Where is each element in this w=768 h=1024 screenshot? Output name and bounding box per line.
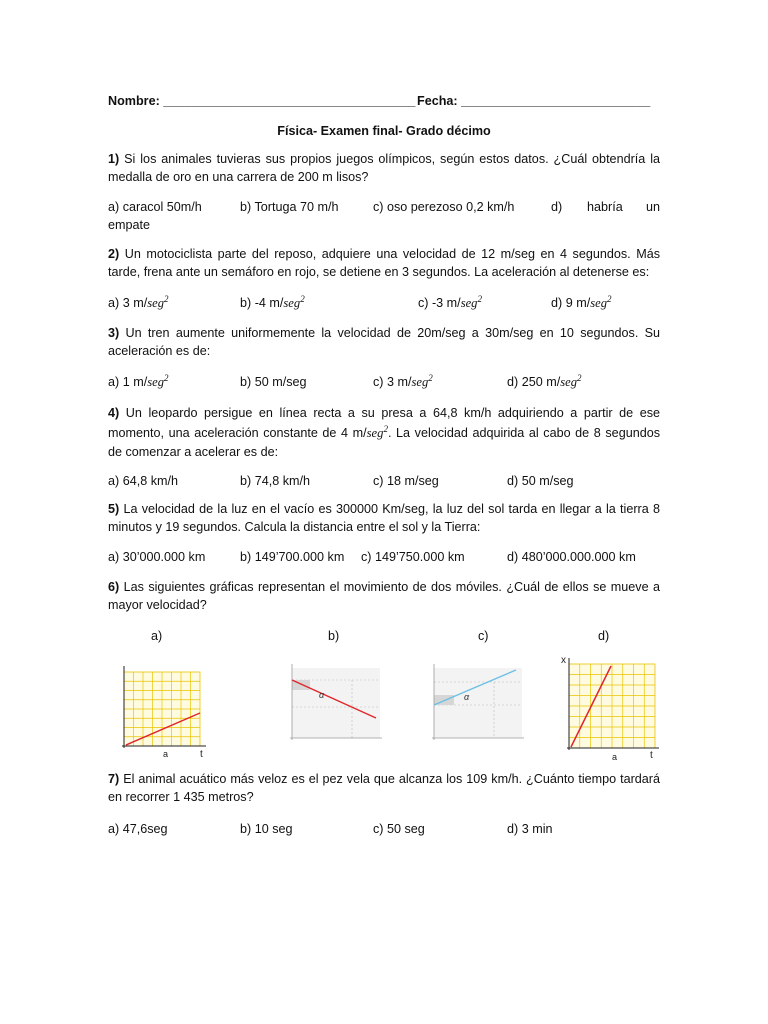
question-6: [108, 578, 660, 614]
graph-a-label: a): [151, 629, 163, 643]
graph-a-x-mark: a: [163, 749, 169, 759]
q2-option-d: d) 9 m/seg$^2$: [551, 293, 612, 310]
date-field: Fecha: ___________________________: [417, 94, 651, 108]
question-number: 2): [108, 247, 120, 261]
q7-option-d: d) 3 min: [507, 822, 553, 836]
question-number: 1): [108, 152, 120, 166]
q1-option-a: a) caracol 50m/h: [108, 200, 202, 214]
q1-option-d: d): [551, 200, 563, 214]
question-1: [108, 150, 660, 186]
q5-option-a: a) 30’000.000 km: [108, 550, 206, 564]
q5-option-b: b) 149’700.000 km: [240, 550, 345, 564]
question-text-line3: de comenzar a acelerar es de:: [108, 445, 279, 459]
question-text: Las siguientes gráficas representan el movimiento de dos móviles. ¿Cuál de ellos se mueve a mayor velocidad?: [108, 580, 661, 612]
question-3: [108, 324, 660, 360]
q4-option-d: d) 50 m/seg: [507, 474, 574, 488]
q5-option-d: d) 480’000.000.000 km: [507, 550, 636, 564]
graph-a-x-axis-label: t: [200, 749, 203, 760]
q3-option-b: b) 50 m/seg: [240, 375, 307, 389]
graph-d-grid: [569, 664, 655, 748]
graph-c-alpha: α: [464, 692, 470, 702]
graph-b: [282, 660, 392, 750]
question-number: 7): [108, 772, 120, 786]
page-title: Física- Examen final- Grado décimo: [277, 124, 491, 138]
header-row: [108, 92, 660, 110]
question-number: 6): [108, 580, 120, 594]
question-text-line2: momento, una aceleración constante de 4 m/seg$^2$. La velocidad adquirida al cabo de 8 segundos: [108, 423, 661, 440]
graph-c-label: c): [478, 629, 489, 643]
question-number: 5): [108, 502, 120, 516]
question-text: Un leopardo persigue en línea recta a su presa a 64,8 km/h adquiriendo a partir de ese: [125, 406, 661, 420]
question-text: Un motociclista parte del reposo, adquiere una velocidad de 12 m/seg en 4 segundos. Más tarde, frena ante un semáforo en rojo, se detiene en 3 segundos. La aceleración al detenerse es:: [108, 247, 660, 279]
graph-a-grid: [124, 672, 200, 746]
graph-c: [424, 660, 534, 750]
q1-option-b: b) Tortuga 70 m/h: [240, 200, 339, 214]
graph-b-background: [292, 668, 380, 738]
graph-d-y-axis-label: x: [561, 655, 566, 666]
q3-option-c: c) 3 m/seg$^2$: [373, 372, 433, 389]
question-4: [108, 404, 660, 461]
q4-option-a: a) 64,8 km/h: [108, 474, 178, 488]
question-text: Un tren aumente uniformemente la velocidad de 20m/seg a 30m/seg en 10 segundos. Su aceleración es de:: [108, 326, 661, 358]
q2-option-a: a) 3 m/seg$^2$: [108, 293, 169, 310]
q1-option-d-word2: un: [646, 200, 661, 214]
q7-option-b: b) 10 seg: [240, 822, 293, 836]
q5-option-c: c) 149’750.000 km: [361, 550, 465, 564]
graph-b-alpha: α: [319, 690, 325, 700]
q4-option-b: b) 74,8 km/h: [240, 474, 310, 488]
question-7: [108, 770, 660, 806]
q1-option-d-word: habría: [587, 200, 623, 214]
graph-d-x-axis-label: t: [650, 750, 653, 761]
question-5: [108, 500, 660, 536]
q4-option-c: c) 18 m/seg: [373, 474, 439, 488]
q1-option-d-cont: empate: [108, 218, 151, 232]
graph-b-label: b): [328, 629, 340, 643]
q7-option-c: c) 50 seg: [373, 822, 425, 836]
question-text: La velocidad de la luz en el vacío es 300000 Km/seg, la luz del sol tarda en llegar a la tierra 8 minutos y 19 segundos. Calcula la distancia entre el sol y la Tierra:: [108, 502, 661, 534]
question-number: 3): [108, 326, 120, 340]
graph-d: [557, 652, 663, 764]
q3-option-d: d) 250 m/seg$^2$: [507, 372, 582, 389]
name-field: Nombre: ____________________________________: [108, 94, 416, 108]
graph-a: [112, 662, 212, 764]
question-text: El animal acuático más veloz es el pez vela que alcanza los 109 km/h. ¿Cuánto tiempo tardará en recorrer 1 435 metros?: [108, 772, 661, 804]
q7-option-a: a) 47,6seg: [108, 822, 168, 836]
question-text: Si los animales tuvieras sus propios juegos olímpicos, según estos datos. ¿Cuál obtendría la medalla de oro en una carrera de 200 m lisos?: [108, 152, 660, 184]
question-2: [108, 245, 660, 281]
q2-option-b: b) -4 m/seg$^2$: [240, 293, 305, 310]
graph-d-x-mark: a: [612, 752, 618, 762]
q1-option-c: c) oso perezoso 0,2 km/h: [373, 200, 515, 214]
q3-option-a: a) 1 m/seg$^2$: [108, 372, 169, 389]
q2-option-c: c) -3 m/seg$^2$: [418, 293, 482, 310]
question-number: 4): [108, 406, 120, 420]
graph-d-label: d): [598, 629, 610, 643]
